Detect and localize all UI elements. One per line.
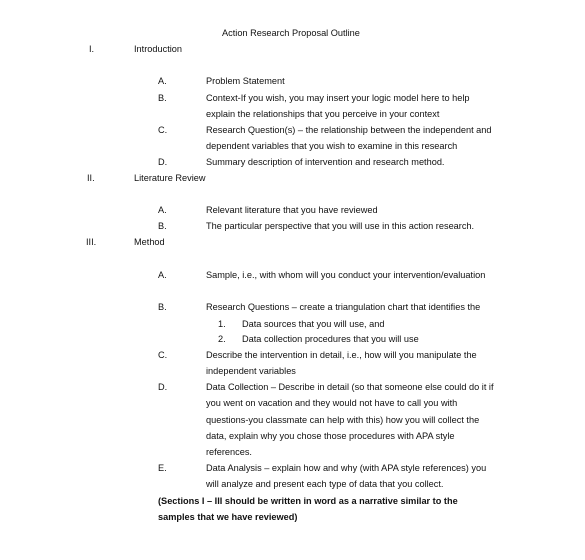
section-heading-method: Method (134, 237, 165, 247)
item-text: questions-you classmate can help with this) how you will collect the (206, 415, 480, 425)
item-letter: B. (158, 221, 167, 231)
item-text: Summary description of intervention and research method. (206, 157, 445, 167)
document-title: Action Research Proposal Outline (222, 28, 360, 38)
item-letter: D. (158, 382, 168, 392)
item-text: Research Question(s) – the relationship between the independent and (206, 125, 492, 135)
item-letter: C. (158, 125, 168, 135)
closing-note-line: samples that we have reviewed) (158, 512, 298, 522)
item-letter: D. (158, 157, 168, 167)
section-heading-introduction: Introduction (134, 44, 183, 54)
item-text: Describe the intervention in detail, i.e., how will you manipulate the (206, 350, 477, 360)
item-text: Context-If you wish, you may insert your logic model here to help (206, 93, 470, 103)
item-text: explain the relationships that you perceive in your context (206, 109, 440, 119)
section-numeral-2: II. (87, 173, 95, 183)
subitem-number: 1. (218, 319, 226, 329)
item-letter: B. (158, 93, 167, 103)
item-letter: A. (158, 205, 167, 215)
item-letter: E. (158, 463, 167, 473)
item-text: dependent variables that you wish to examine in this research (206, 141, 458, 151)
subitem-text: Data sources that you will use, and (242, 319, 385, 329)
item-text: Relevant literature that you have reviewed (206, 205, 378, 215)
item-text: references. (206, 447, 252, 457)
closing-note-line: (Sections I – III should be written in word as a narrative similar to the (158, 496, 458, 506)
item-text: The particular perspective that you will use in this action research. (206, 221, 475, 231)
item-letter: C. (158, 350, 168, 360)
section-numeral-3: III. (86, 237, 97, 247)
item-text: Sample, i.e., with whom will you conduct your intervention/evaluation (206, 270, 486, 280)
item-text: independent variables (206, 366, 296, 376)
subitem-text: Data collection procedures that you will use (242, 334, 419, 344)
subitem-number: 2. (218, 334, 226, 344)
item-letter: A. (158, 270, 167, 280)
item-text: Data Collection – Describe in detail (so that someone else could do it if (206, 382, 494, 392)
item-letter: A. (158, 76, 167, 86)
item-text: you went on vacation and they would not have to call you with (206, 398, 458, 408)
item-letter: B. (158, 302, 167, 312)
item-text: will analyze and present each type of data that you collect. (206, 479, 444, 489)
section-numeral-1: I. (89, 44, 95, 54)
item-text: Research Questions – create a triangulation chart that identifies the (206, 302, 481, 312)
section-heading-literature-review: Literature Review (134, 173, 206, 183)
item-text: data, explain why you chose those procedures with APA style (206, 431, 455, 441)
item-text: Problem Statement (206, 76, 285, 86)
item-text: Data Analysis – explain how and why (with APA style references) you (206, 463, 487, 473)
